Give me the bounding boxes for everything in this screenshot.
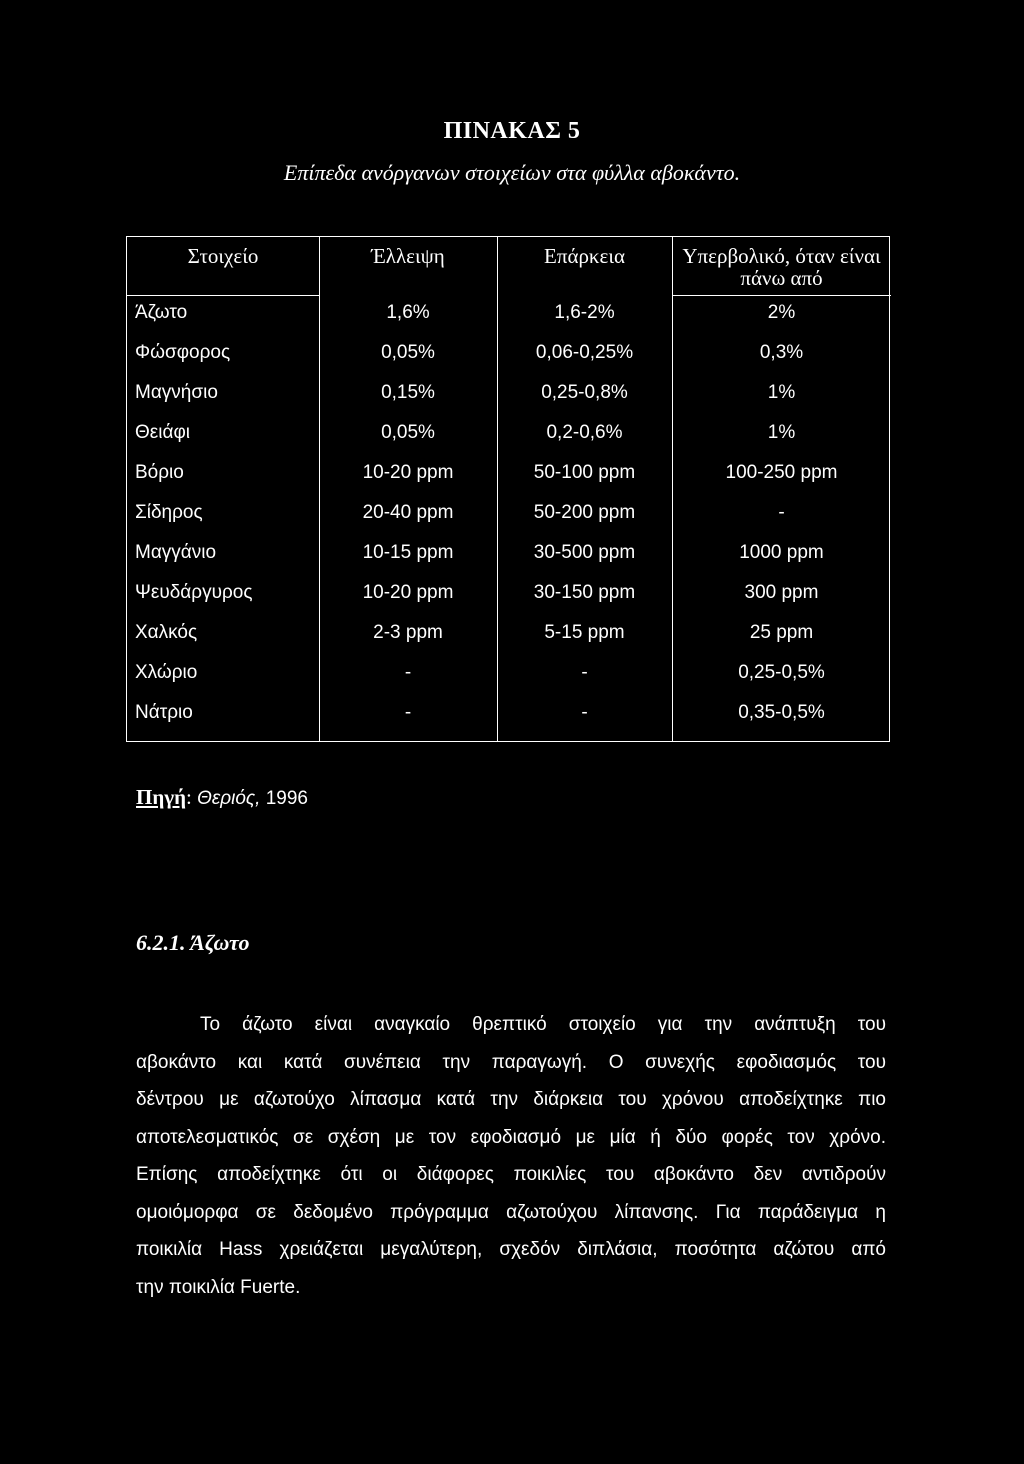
table-row — [127, 573, 891, 613]
excess-cell: 300 ppm — [744, 582, 819, 603]
excess-cell: - — [778, 502, 785, 523]
paragraph-line: δέντρου με αζωτούχο λίπασμα κατά την διάρκεια του χρόνου αποδείχτηκε πιο — [136, 1089, 886, 1110]
deficiency-cell: 1,6% — [386, 302, 430, 323]
body-paragraph — [136, 1006, 886, 1306]
header-element: Στοιχείο — [187, 244, 259, 268]
deficiency-cell: 0,15% — [381, 382, 435, 403]
sufficiency-cell: 0,2-0,6% — [546, 422, 623, 443]
paragraph-line: αβοκάντο και κατά συνέπεια την παραγωγή. Ο συνεχής εφοδιασμός του — [136, 1051, 886, 1073]
source-note: Πηγή: Θεριός, 1996 — [136, 785, 308, 809]
sufficiency-cell: 50-200 ppm — [533, 502, 636, 523]
paragraph-line: Το άζωτο είναι αναγκαίο θρεπτικό στοιχείο για την ανάπτυξη του — [200, 1014, 886, 1035]
deficiency-cell: 0,05% — [381, 422, 435, 443]
element-name-cell: Μαγγάνιο — [135, 542, 217, 563]
element-name-cell: Βόριο — [135, 462, 184, 483]
paragraph-line: Επίσης αποδείχτηκε ότι οι διάφορες ποικιλίες του αβοκάντο δεν αντιδρούν — [136, 1164, 886, 1185]
element-name-cell: Θειάφι — [135, 422, 190, 443]
sufficiency-cell: 30-150 ppm — [533, 582, 636, 603]
excess-cell: 100-250 ppm — [725, 462, 838, 483]
deficiency-cell: 10-15 ppm — [362, 542, 454, 563]
excess-cell: 2% — [767, 302, 796, 323]
table-row — [127, 293, 891, 333]
deficiency-cell: 10-20 ppm — [362, 582, 454, 603]
source-author: Θεριός, — [197, 788, 261, 809]
sufficiency-cell: 0,06-0,25% — [535, 342, 634, 363]
element-name-cell: Άζωτο — [135, 302, 188, 323]
source-label: Πηγή — [136, 785, 187, 809]
element-name-cell: Χλώριο — [135, 662, 198, 683]
section-heading: 6.2.1. Άζωτο — [136, 930, 250, 955]
table-row — [127, 453, 891, 493]
table-row — [127, 613, 891, 653]
paragraph-line: ομοιόμορφα σε δεδομένο πρόγραμμα αζωτούχου λίπανσης. Για παράδειγμα η — [136, 1201, 886, 1223]
element-name-cell: Νάτριο — [135, 702, 193, 723]
table-row — [127, 693, 891, 733]
table-row — [127, 533, 891, 573]
table-title: ΠΙΝΑΚΑΣ 5 — [443, 118, 581, 144]
excess-cell: 1% — [767, 382, 796, 403]
deficiency-cell: 10-20 ppm — [362, 462, 454, 483]
deficiency-cell: 2-3 ppm — [373, 622, 443, 643]
table-row — [127, 373, 891, 413]
sufficiency-cell: - — [581, 662, 588, 683]
deficiency-cell: - — [404, 702, 412, 723]
element-name-cell: Χαλκός — [135, 622, 198, 643]
sufficiency-cell: 0,25-0,8% — [541, 382, 628, 403]
header-deficiency: Έλλειψη — [371, 244, 445, 268]
nutrient-levels-table — [126, 236, 890, 742]
sufficiency-cell: - — [581, 702, 588, 723]
excess-cell: 25 ppm — [749, 622, 814, 643]
paragraph-line: ποικιλία Hass χρειάζεται μεγαλύτερη, σχεδόν διπλάσια, ποσότητα αζώτου από — [136, 1239, 886, 1260]
sufficiency-cell: 30-500 ppm — [533, 542, 636, 563]
element-name-cell: Μαγνήσιο — [135, 382, 218, 403]
header-excess: Υπερβολικό, όταν είναι πάνω από — [682, 244, 881, 290]
excess-cell: 0,3% — [759, 342, 804, 363]
sufficiency-cell: 1,6-2% — [554, 302, 615, 323]
excess-cell: 0,25-0,5% — [738, 662, 825, 683]
paragraph-line: αποτελεσματικός σε σχέση με τον εφοδιασμό με μία ή δύο φορές τον χρόνο. — [136, 1126, 886, 1148]
table-row — [127, 493, 891, 533]
paragraph-line: την ποικιλία Fuerte. — [136, 1276, 301, 1298]
table-row — [127, 653, 891, 693]
excess-cell: 1% — [767, 422, 796, 443]
element-name-cell: Φώσφορος — [135, 342, 231, 363]
deficiency-cell: 0,05% — [381, 342, 435, 363]
table-row — [127, 333, 891, 373]
header-sufficiency: Επάρκεια — [544, 244, 625, 268]
sufficiency-cell: 5-15 ppm — [544, 622, 625, 643]
table-subtitle: Επίπεδα ανόργανων στοιχείων στα φύλλα αβοκάντο. — [283, 160, 741, 185]
element-name-cell: Σίδηρος — [135, 502, 203, 523]
table-row — [127, 413, 891, 453]
deficiency-cell: - — [404, 662, 412, 683]
excess-cell: 0,35-0,5% — [738, 702, 825, 723]
excess-cell: 1000 ppm — [739, 542, 824, 563]
deficiency-cell: 20-40 ppm — [362, 502, 454, 523]
element-name-cell: Ψευδάργυρος — [135, 582, 253, 603]
source-year: 1996 — [265, 788, 308, 809]
sufficiency-cell: 50-100 ppm — [533, 462, 636, 483]
